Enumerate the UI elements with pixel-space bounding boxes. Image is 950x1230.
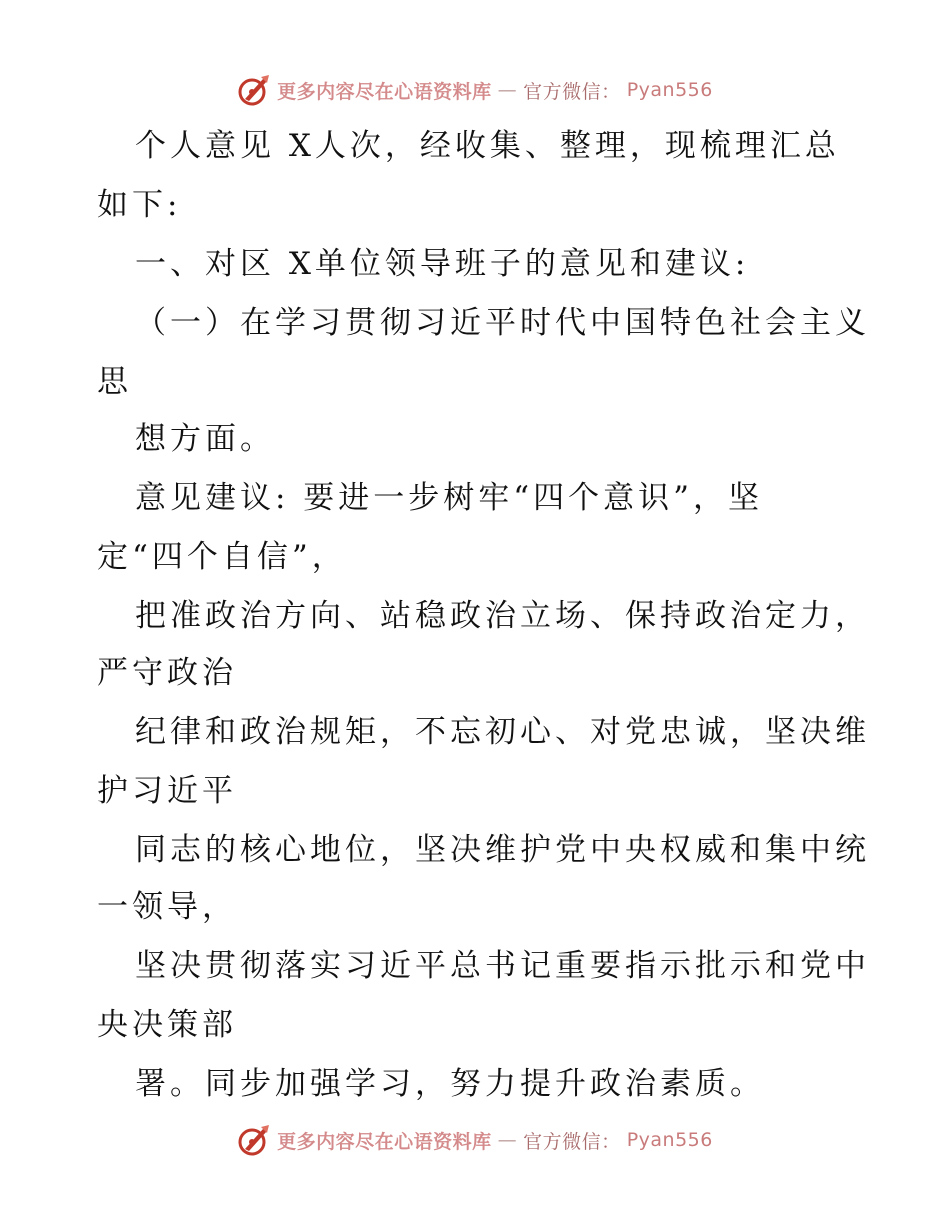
banner-dash: —	[497, 1129, 518, 1151]
header-banner	[0, 70, 950, 110]
banner-wechat-label: 官方微信：	[523, 1130, 621, 1153]
body-line: 央决策部	[97, 1007, 237, 1043]
body-line: 严守政治	[97, 655, 237, 691]
body-line: （一）在学习贯彻习近平时代中国特色社会主义	[135, 305, 870, 341]
body-line: 一、对区 X单位领导班子的意见和建议:	[135, 246, 750, 282]
banner-title: 更多内容尽在心语资料库	[277, 1130, 492, 1153]
body-line: 把准政治方向、站稳政治立场、保持政治定力，	[135, 598, 870, 634]
body-line: 护习近平	[97, 773, 237, 809]
banner-wechat-id: Pyan556	[626, 1129, 713, 1151]
banner-title: 更多内容尽在心语资料库	[277, 80, 492, 103]
body-line: 定“四个自信”，	[97, 539, 347, 575]
body-line: 纪律和政治规矩，不忘初心、对党忠诚，坚决维	[135, 714, 870, 750]
body-line: 思	[97, 364, 132, 400]
body-line: 同志的核心地位，坚决维护党中央权威和集中统	[135, 832, 870, 868]
body-line: 想方面。	[135, 421, 275, 457]
body-line: 一领导，	[97, 889, 237, 925]
quill-pen-logo-icon	[237, 73, 271, 107]
banner-wechat-label: 官方微信：	[523, 80, 621, 103]
body-line: 署。同步加强学习，努力提升政治素质。	[135, 1066, 765, 1102]
banner-wechat-id: Pyan556	[626, 79, 713, 101]
banner-dash: —	[497, 79, 518, 101]
body-line: 意见建议: 要进一步树牢“四个意识”，坚	[135, 480, 763, 516]
body-line: 坚决贯彻落实习近平总书记重要指示批示和党中	[135, 948, 870, 984]
body-line: 个人意见 X人次，经收集、整理，现梳理汇总	[135, 128, 840, 164]
footer-banner	[0, 1120, 950, 1160]
quill-pen-logo-icon	[237, 1123, 271, 1157]
body-line: 如下:	[97, 187, 182, 223]
